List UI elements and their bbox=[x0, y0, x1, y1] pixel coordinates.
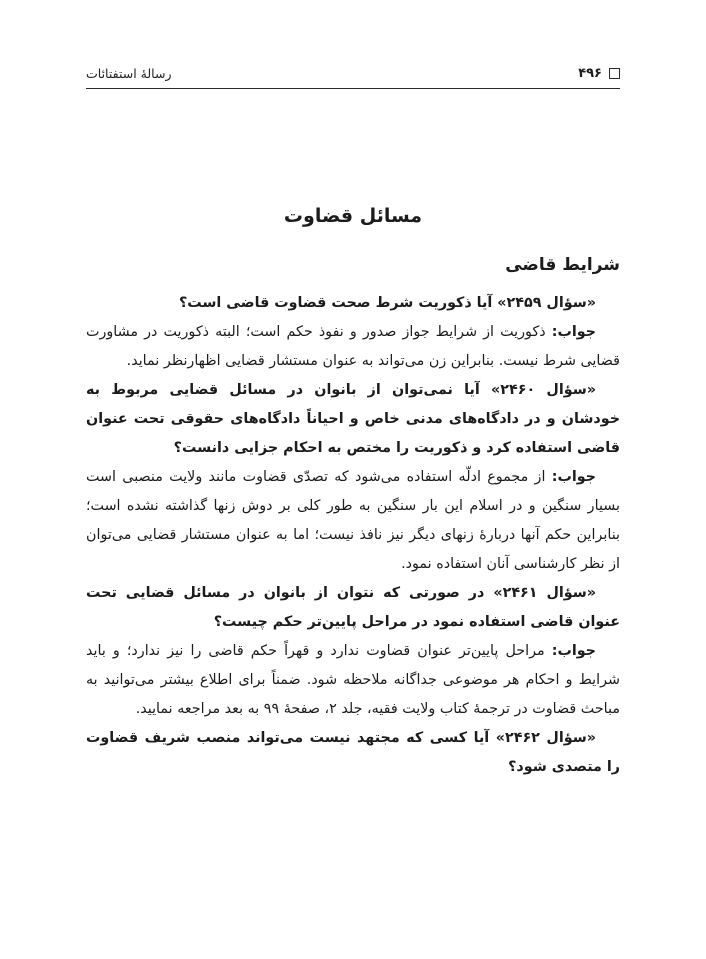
question-marker: «سؤال ۲۴۶۰» bbox=[491, 382, 596, 398]
question-paragraph bbox=[86, 579, 620, 637]
section-title: شرایط قاضی bbox=[505, 255, 620, 275]
question-marker: «سؤال ۲۴۶۱» bbox=[493, 585, 597, 601]
answer-paragraph bbox=[86, 318, 620, 376]
question-marker: «سؤال ۲۴۶۲» bbox=[495, 730, 596, 746]
question-paragraph bbox=[86, 289, 620, 318]
question-text: آیا ذکوریت شرط صحت قضاوت قاضی است؟ bbox=[178, 295, 493, 311]
page-number-group bbox=[578, 66, 620, 81]
answer-label: جواب: bbox=[551, 324, 596, 340]
question-text: آیا نمی‌توان از بانوان در مسائل قضایی مربوط به خودشان و در دادگاه‌های مدنی خاص و احیاناً دادگاه‌های حقوقی تحت عنوان قاضی استفاده کرد و ذکوریت را مختص به احکام جزایی دانست؟ bbox=[86, 382, 620, 456]
square-marker-icon bbox=[609, 68, 620, 79]
answer-text: ذکوریت از شرایط جواز صدور و نفوذ حکم است؛ البته ذکوریت در مشاورت قضایی شرط نیست. بنابراین زن می‌تواند به عنوان مستشار قضایی اظهارنظر نماید. bbox=[86, 324, 620, 369]
page-number: ۴۹۶ bbox=[578, 66, 602, 81]
answer-label: جواب: bbox=[551, 469, 596, 485]
answer-paragraph bbox=[86, 637, 620, 724]
chapter-title: مسائل قضاوت bbox=[283, 205, 423, 227]
question-paragraph bbox=[86, 376, 620, 463]
body-text bbox=[86, 289, 620, 782]
page-header bbox=[86, 66, 620, 89]
running-header-title: رسالهٔ استفتائات bbox=[86, 66, 172, 81]
question-text: در صورتی که نتوان از بانوان در مسائل قضایی تحت عنوان قاضی استفاده نمود در مراحل پایین‌تر حکم چیست؟ bbox=[86, 585, 620, 630]
answer-paragraph bbox=[86, 463, 620, 579]
question-text: آیا کسی که مجتهد نیست می‌تواند منصب شریف قضاوت را متصدی شود؟ bbox=[86, 730, 620, 775]
answer-text: مراحل پایین‌تر عنوان قضاوت ندارد و قهراً حکم قاضی را نیز ندارد؛ و باید شرایط و احکام هر موضوعی جداگانه ملاحظه شود. ضمناً برای اطلاع بیشتر می‌توانید به مباحث قضاوت در ترجمهٔ کتاب ولایت فقیه، جلد ۲، صفحهٔ ۹۹ به بعد مراجعه نمایید. bbox=[86, 643, 620, 717]
answer-text: از مجموع ادلّه استفاده می‌شود که تصدّی قضاوت مانند ولایت منصبی است بسیار سنگین و در اسلام این بار سنگین به طور کلی بر دوش زنها گذاشته نشده است؛ بنابراین حکم آنها دربارهٔ زنهای دیگر نیز نافذ نیست؛ اما به عنوان مستشار قضایی می‌توان از نظر کارشناسی آنان استفاده نمود. bbox=[86, 469, 620, 572]
question-marker: «سؤال ۲۴۵۹» bbox=[497, 295, 596, 311]
question-paragraph bbox=[86, 724, 620, 782]
answer-label: جواب: bbox=[551, 643, 596, 659]
